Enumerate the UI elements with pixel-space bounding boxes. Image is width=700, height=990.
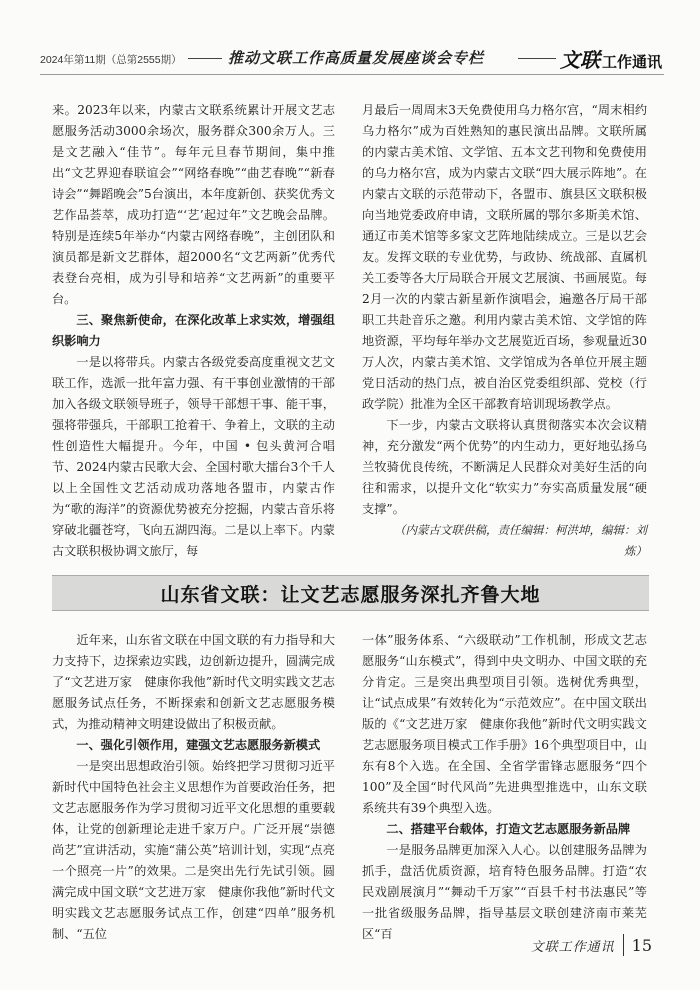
paragraph: 近年来，山东省文联在中国文联的有力指导和大力支持下，边探索边实践，边创新边提升，圆满完成了“文艺进万家 健康你我他”新时代文明实践文艺志愿服务试点任务，不断探索和创新文艺志愿服务模式，为推动精神文明建设做出了积极贡献。 bbox=[52, 633, 335, 731]
paragraph: 月最后一周周末3天免费使用乌力格尔宫，“周末相约乌力格尔”成为百姓熟知的惠民演出品牌。文联所属的内蒙古美术馆、文学馆、五本文艺刊物和免费使用的乌力格尔宫，成为内蒙古文联“四大展示阵地”。在内蒙古文联的示范带动下，各盟市、旗县区文联积极向当地党委政府申请，文联所属的鄂尔多斯美术馆、通辽市美术馆等多家文艺阵地陆续成立。三是以艺会友。发挥文联的专业优势，与政协、统战部、直属机关工委等各大厅局联合开展文艺展演、书画展览。每2月一次的内蒙古新星新作演唱会，遍邀各厅局干部职工共赴音乐之邀。利用内蒙古美术馆、文学馆的阵地资源，平均每年举办文艺展览近百场，参观量近30万人次，内蒙古美术馆、文学馆成为各单位开展主题党日活动的热门点，被自治区党委组织部、党校（行政学院）批准为全区干部教育培训现场教学点。 bbox=[362, 103, 647, 411]
upper-column-right bbox=[362, 100, 647, 562]
article-credit: （内蒙古文联供稿，责任编辑：柯洪坤，编辑：刘炼） bbox=[394, 523, 647, 558]
paragraph: 一是突出思想政治引领。始终把学习贯彻习近平新时代中国特色社会主义思想作为首要政治任务，把文艺志愿服务作为学习贯彻习近平文化思想的重要载体，让党的创新理论走进千家万户。广泛开展“崇德尚艺”宣讲活动，实施“蒲公英”培训计划，实现“点亮一个照亮一片”的效果。二是突出先行先试引领。圆满完成中国文联“文艺进万家 健康你我他”新时代文明实践文艺志愿服务试点工作，创建“四单”服务机制、“五位 bbox=[52, 759, 335, 941]
page-number: 15 bbox=[631, 935, 652, 955]
paragraph: 一是服务品牌更加深入人心。以创建服务品牌为抓手，盘活优质资源，培育特色服务品牌。打造“农民戏剧展演月”“舞动千万家”“百县千村书法惠民”等一批省级服务品牌，指导基层文联创建济南市莱芜区“百 bbox=[362, 843, 647, 941]
upper-column-left bbox=[52, 100, 335, 562]
publication-brand bbox=[560, 44, 662, 73]
section-heading: 三、聚焦新使命，在深化改革上求实效，增强组织影响力 bbox=[52, 313, 335, 348]
brand-logo-text: 文联 bbox=[560, 48, 600, 72]
paragraph: 一是以将带兵。内蒙古各级党委高度重视文艺文联工作，选派一批年富力强、有干事创业激情的干部加入各级文联领导班子，领导干部想干事、能干事，强将带强兵，干部职工抢着干、争着上，文联的主动性创造性大幅提升。今年，中国 • 包头黄河合唱节、2024内蒙古民歌大会、全国村歌大擂台3个千人以上全国性文艺活动成功落地各盟市，内蒙古作为“歌的海洋”的资源优势被充分挖掘，内蒙古音乐将穿破北疆苍穹，飞向五湖四海。二是以上率下。内蒙古文联积极协调文旅厅，每 bbox=[52, 355, 335, 558]
paragraph: 来。2023年以来，内蒙古文联系统累计开展文艺志愿服务活动3000余场次，服务群众300余万人。三是文艺融入“佳节”。每年元旦春节期间，集中推出“文艺界迎春联谊会”“网络春晚”“曲艺春晚”“新春诗会”“舞蹈晚会”5台演出，本年度新创、获奖优秀文艺作品荟萃，成功打造“‘艺’起过年”文艺晚会品牌。特别是连续5年举办“内蒙古网络春晚”，主创团队和演员都是新文艺群体，超2000名“文艺两新”优秀代表登台亮相，成为引导和培养“文艺两新”的重要平台。 bbox=[52, 103, 335, 306]
section-heading: 一、强化引领作用，建强文艺志愿服务新模式 bbox=[76, 738, 321, 752]
article-column-right bbox=[362, 630, 647, 945]
paragraph: 一体”服务体系、“六级联动”工作机制，形成文艺志愿服务“山东模式”，得到中央文明办、中国文联的充分肯定。三是突出典型项目引领。选树优秀典型，让“试点成果”有效转化为“示范效应”。在中国文联出版的《“文艺进万家 健康你我他”新时代文明实践文艺志愿服务项目模式工作手册》16个典型项目中，山东有8个入选。在全国、全省学雷锋志愿服务“四个100”及全国“时代风尚”先进典型推选中，山东文联系统共有39个典型入选。 bbox=[362, 633, 647, 815]
paragraph: 下一步，内蒙古文联将认真贯彻落实本次会议精神，充分激发“两个优势”的内生动力，更好地弘扬乌兰牧骑优良传统，不断满足人民群众对美好生活的向往和需求，以提升文化“软实力”夯实高质量发展“硬支撑”。 bbox=[362, 418, 647, 516]
brand-subtitle: 工作通讯 bbox=[602, 53, 663, 71]
article-column-left bbox=[52, 630, 335, 945]
header-rule-right bbox=[518, 58, 556, 59]
issue-number: 2024年第11期（总第2555期） bbox=[40, 54, 182, 66]
header-rule-left bbox=[188, 58, 222, 59]
article-title: 山东省文联：让文艺志愿服务深扎齐鲁大地 bbox=[160, 583, 541, 606]
column-title: 推动文联工作高质量发展座谈会专栏 bbox=[228, 49, 485, 67]
section-heading: 二、搭建平台载体，打造文艺志愿服务新品牌 bbox=[386, 822, 631, 836]
page-header bbox=[40, 44, 664, 72]
footer-publication-name: 文联工作通讯 bbox=[530, 939, 615, 955]
article-title-banner bbox=[52, 575, 649, 611]
footer-separator bbox=[623, 934, 624, 956]
header-divider bbox=[40, 74, 664, 75]
page-footer bbox=[531, 934, 652, 956]
